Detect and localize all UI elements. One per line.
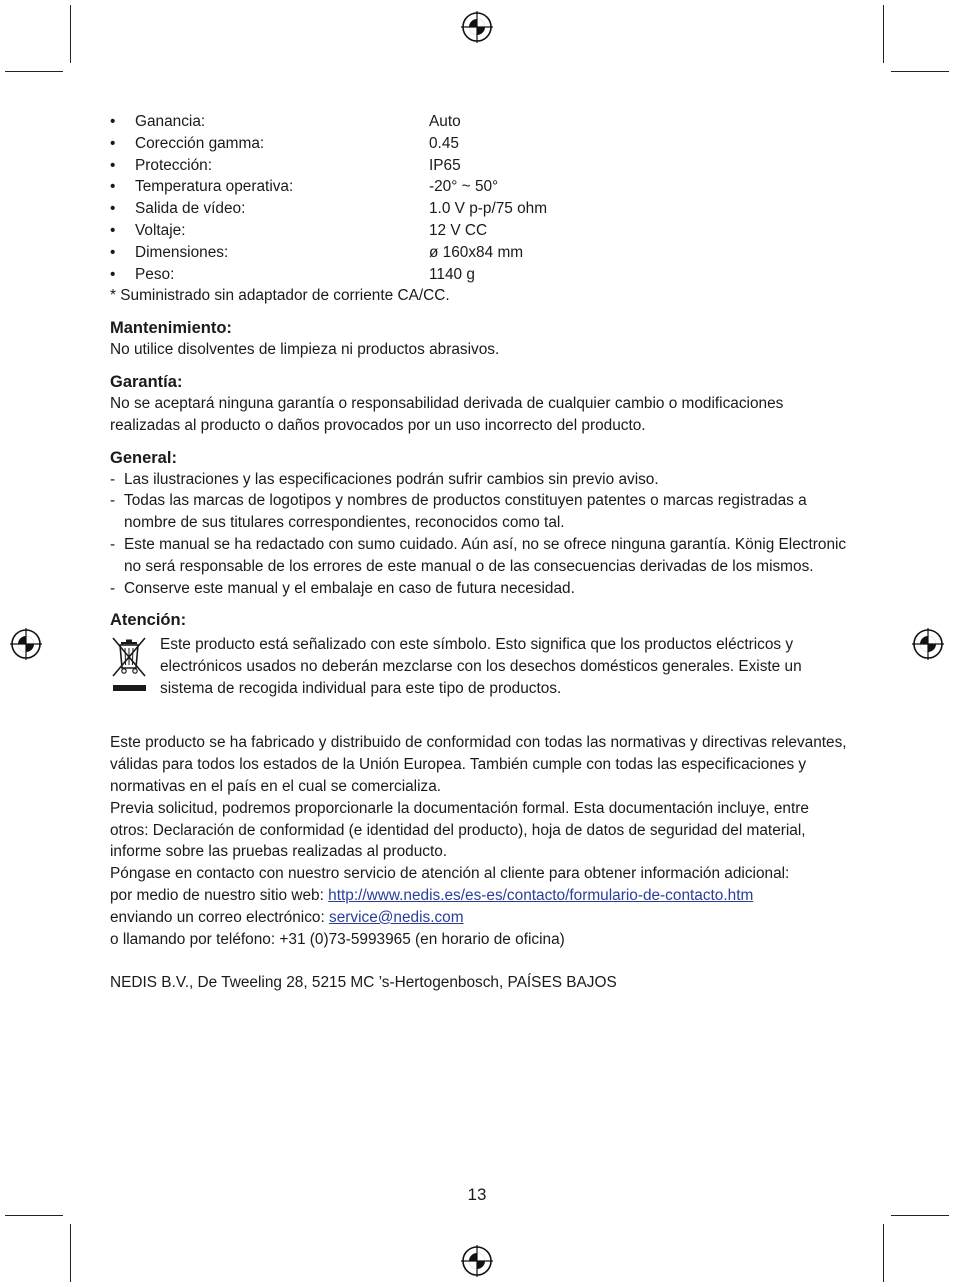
registration-mark-icon (460, 1244, 494, 1278)
crop-mark (891, 71, 949, 72)
section-heading-mantenimiento: Mantenimiento: (110, 319, 232, 338)
website-link[interactable]: http://www.nedis.es/es-es/contacto/formulario-de-contacto.htm (328, 886, 754, 904)
bullet: • (110, 200, 116, 218)
spec-value: 1140 g (429, 265, 475, 283)
spec-item (110, 155, 850, 177)
spec-value: 1.0 V p-p/75 ohm (429, 200, 548, 218)
website-line (110, 885, 850, 907)
dash: - (110, 535, 116, 553)
weee-crossed-bin-icon (110, 634, 148, 694)
spec-label: Temperatura operativa: (135, 178, 294, 196)
crop-mark (5, 1215, 63, 1216)
spec-list (110, 111, 850, 285)
page-number: 13 (467, 1185, 487, 1204)
bullet: • (110, 221, 116, 239)
spec-value: 0.45 (429, 134, 459, 152)
registration-mark-icon (9, 627, 43, 661)
spec-label: Protección: (135, 156, 212, 174)
general-item-text: Todas las marcas de logotipos y nombres de productos constituyen patentes o marcas registradas a nombre de sus titulares correspondientes, reconocidos como tal. (124, 492, 807, 532)
spec-label: Voltaje: (135, 221, 186, 239)
company-address: NEDIS B.V., De Tweeling 28, 5215 MC ’s-Hertogenbosch, PAÍSES BAJOS (110, 974, 617, 992)
crop-mark (70, 1224, 71, 1282)
spec-label: Peso: (135, 265, 175, 283)
bullet: • (110, 156, 116, 174)
registration-mark-icon (460, 10, 494, 44)
mantenimiento-text: No utilice disolventes de limpieza ni productos abrasivos. (110, 341, 500, 359)
dash: - (110, 470, 116, 488)
crop-mark (5, 71, 63, 72)
registration-mark-icon (911, 627, 945, 661)
spec-item (110, 198, 850, 220)
website-prefix: por medio de nuestro sitio web: (110, 886, 329, 904)
weee-text: Este producto está señalizado con este símbolo. Esto significa que los productos eléctricos y electrónicos usados no deberán mezclarse con los desechos domésticos generales. Existe un sistema de recogida individual para este tipo de productos. (160, 636, 802, 697)
spec-label: Dimensiones: (135, 243, 229, 261)
spec-value: IP65 (429, 156, 461, 174)
spec-label: Corección gamma: (135, 134, 265, 152)
bullet: • (110, 243, 116, 261)
dash: - (110, 492, 116, 510)
spec-item (110, 242, 850, 264)
spec-value: -20° ~ 50° (429, 178, 499, 196)
section-heading-garantia: Garantía: (110, 372, 183, 391)
spec-label: Salida de vídeo: (135, 200, 246, 218)
bullet: • (110, 178, 116, 196)
general-item (110, 534, 850, 578)
bullet: • (110, 265, 116, 283)
spec-item (110, 133, 850, 155)
garantia-text: No se aceptará ninguna garantía o responsabilidad derivada de cualquier cambio o modificaciones realizadas al producto o daños provocados por un uso incorrecto del producto. (110, 394, 784, 434)
general-item-text: Las ilustraciones y las especificaciones podrán sufrir cambios sin previo aviso. (124, 470, 659, 488)
section-heading-atencion: Atención: (110, 611, 187, 630)
crop-mark (883, 1224, 884, 1282)
bullet: • (110, 113, 116, 130)
page-content (110, 111, 850, 994)
email-prefix: enviando un correo electrónico: (110, 908, 330, 926)
contact-paragraph: Póngase en contacto con nuestro servicio de atención al cliente para obtener información adicional: (110, 865, 790, 883)
dash: - (110, 579, 116, 597)
spec-value: Auto (429, 113, 461, 130)
documentation-paragraph: Previa solicitud, podremos proporcionarle la documentación formal. Esta documentación incluye, entre otros: Declaración de conformidad (e identidad del producto), hoja de datos de seguridad del material, informe sobre las pruebas realizadas al producto. (110, 799, 809, 861)
general-item-text: Conserve este manual y el embalaje en caso de futura necesidad. (124, 579, 575, 597)
phone-line: o llamando por teléfono: +31 (0)73-5993965 (en horario de oficina) (110, 930, 565, 948)
spec-item (110, 220, 850, 242)
crop-mark (70, 5, 71, 63)
spec-item (110, 264, 850, 286)
spec-item (110, 176, 850, 198)
spec-value: 12 V CC (429, 221, 488, 239)
crop-mark (891, 1215, 949, 1216)
general-item (110, 490, 850, 534)
weee-notice (110, 634, 850, 700)
conformity-paragraph: Este producto se ha fabricado y distribuido de conformidad con todas las normativas y directivas relevantes, válidas para todos los estados de la Unión Europea. También cumple con todas las especificaciones y normativas en el país en el cual se comercializa. (110, 734, 847, 795)
crop-mark (883, 5, 884, 63)
general-item (110, 469, 850, 491)
email-link[interactable]: service@nedis.com (329, 908, 464, 926)
spec-item (110, 111, 850, 133)
general-item (110, 578, 850, 600)
spec-label: Ganancia: (135, 113, 206, 130)
section-heading-general: General: (110, 448, 177, 467)
specs-note: * Suministrado sin adaptador de corriente CA/CC. (110, 287, 450, 305)
bullet: • (110, 134, 116, 152)
spec-value: ø 160x84 mm (429, 243, 524, 261)
general-list (110, 469, 850, 600)
general-item-text: Este manual se ha redactado con sumo cuidado. Aún así, no se ofrece ninguna garantía. König Electronic no será responsable de los errores de este manual o de las consecuencias derivadas de los mismos. (124, 535, 847, 575)
email-line (110, 907, 850, 929)
